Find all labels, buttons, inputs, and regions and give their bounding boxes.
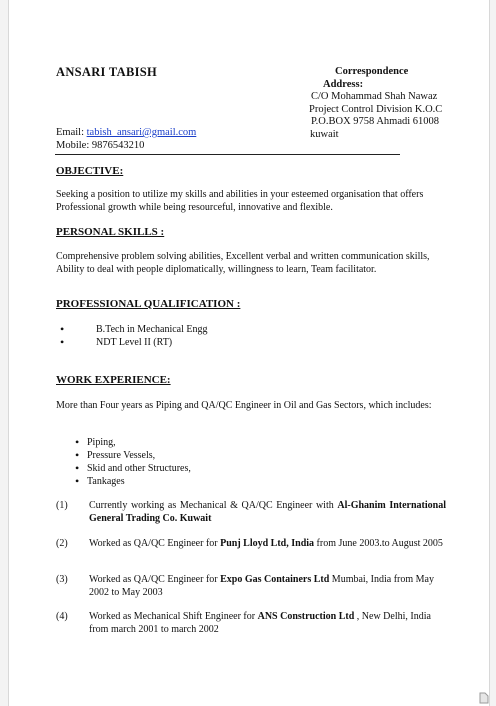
experience-entry <box>56 499 446 525</box>
qualification-item: • B.Tech in Mechanical Engg <box>56 323 207 336</box>
entry-number: (2) <box>56 538 68 549</box>
entry-text: Mumbai, India from May 2002 to May 2003 <box>89 574 434 598</box>
address-line: C/O Mohammad Shah Nawaz <box>311 91 438 102</box>
address-line: Project Control Division K.O.C <box>309 103 443 115</box>
resume-page <box>8 0 490 706</box>
entry-number: (4) <box>56 611 68 622</box>
candidate-name: ANSARI TABISH <box>56 65 158 79</box>
address-line: kuwait <box>310 128 339 140</box>
skills-heading: PERSONAL SKILLS : <box>56 226 165 238</box>
objective-heading: OBJECTIVE: <box>56 165 124 177</box>
task-item: • Tankages <box>73 475 191 488</box>
experience-heading: WORK EXPERIENCE: <box>56 374 171 386</box>
mobile-label: Mobile: <box>56 139 90 151</box>
experience-intro: More than Four years as Piping and QA/QC Engineer in Oil and Gas Sectors, which includes: <box>56 400 432 411</box>
entry-number: (3) <box>56 574 68 585</box>
entry-company: Punj Lloyd Ltd, India <box>220 538 315 549</box>
experience-entry <box>56 537 446 550</box>
entry-text: Worked as Mechanical Shift Engineer for <box>89 611 258 622</box>
header-divider <box>55 154 400 155</box>
entry-text: Currently working as Mechanical & QA/QC Engineer with <box>89 500 338 511</box>
entry-text: Worked as QA/QC Engineer for <box>89 574 221 585</box>
qualification-item: • NDT Level II (RT) <box>56 336 207 349</box>
correspondence-label: Correspondence <box>335 66 409 77</box>
experience-task-list <box>73 436 191 488</box>
qualification-list <box>56 323 207 349</box>
page-corner-icon <box>479 692 489 704</box>
task-item: • Skid and other Structures, <box>73 462 191 475</box>
entry-text: , New Delhi, India from march 2001 to march 2002 <box>89 611 431 635</box>
skills-text: Comprehensive problem solving abilities, Excellent verbal and written communication skills, Ability to deal with people diplomatically, willingness to learn, Team facilitator. <box>56 251 430 275</box>
objective-text: Seeking a position to utilize my skills and abilities in your esteemed organisation that offers Professional growth while being resourceful, innovative and flexible. <box>56 189 424 213</box>
entry-company: ANS Construction Ltd <box>257 611 355 622</box>
entry-company: Al-Ghanim International General Trading Co. Kuwait <box>89 500 447 524</box>
entry-text: Worked as QA/QC Engineer for <box>89 538 221 549</box>
address-label: Address: <box>323 78 364 90</box>
qualification-heading: PROFESSIONAL QUALIFICATION : <box>56 298 241 310</box>
address-line: P.O.BOX 9758 Ahmadi 61008 <box>311 116 440 127</box>
correspondence-address-block <box>301 66 442 141</box>
email-label: Email: <box>56 127 84 138</box>
email-link[interactable]: tabish_ansari@gmail.com <box>86 127 197 138</box>
experience-entry <box>56 610 446 636</box>
contact-block <box>56 127 196 152</box>
task-item: • Piping, <box>73 436 191 449</box>
entry-number: (1) <box>56 500 68 511</box>
mobile-number: 9876543210 <box>91 139 145 151</box>
entry-text: from June 2003.to August 2005 <box>314 538 443 549</box>
task-item: • Pressure Vessels, <box>73 449 191 462</box>
experience-entry <box>56 573 446 599</box>
entry-company: Expo Gas Containers Ltd <box>220 574 330 585</box>
